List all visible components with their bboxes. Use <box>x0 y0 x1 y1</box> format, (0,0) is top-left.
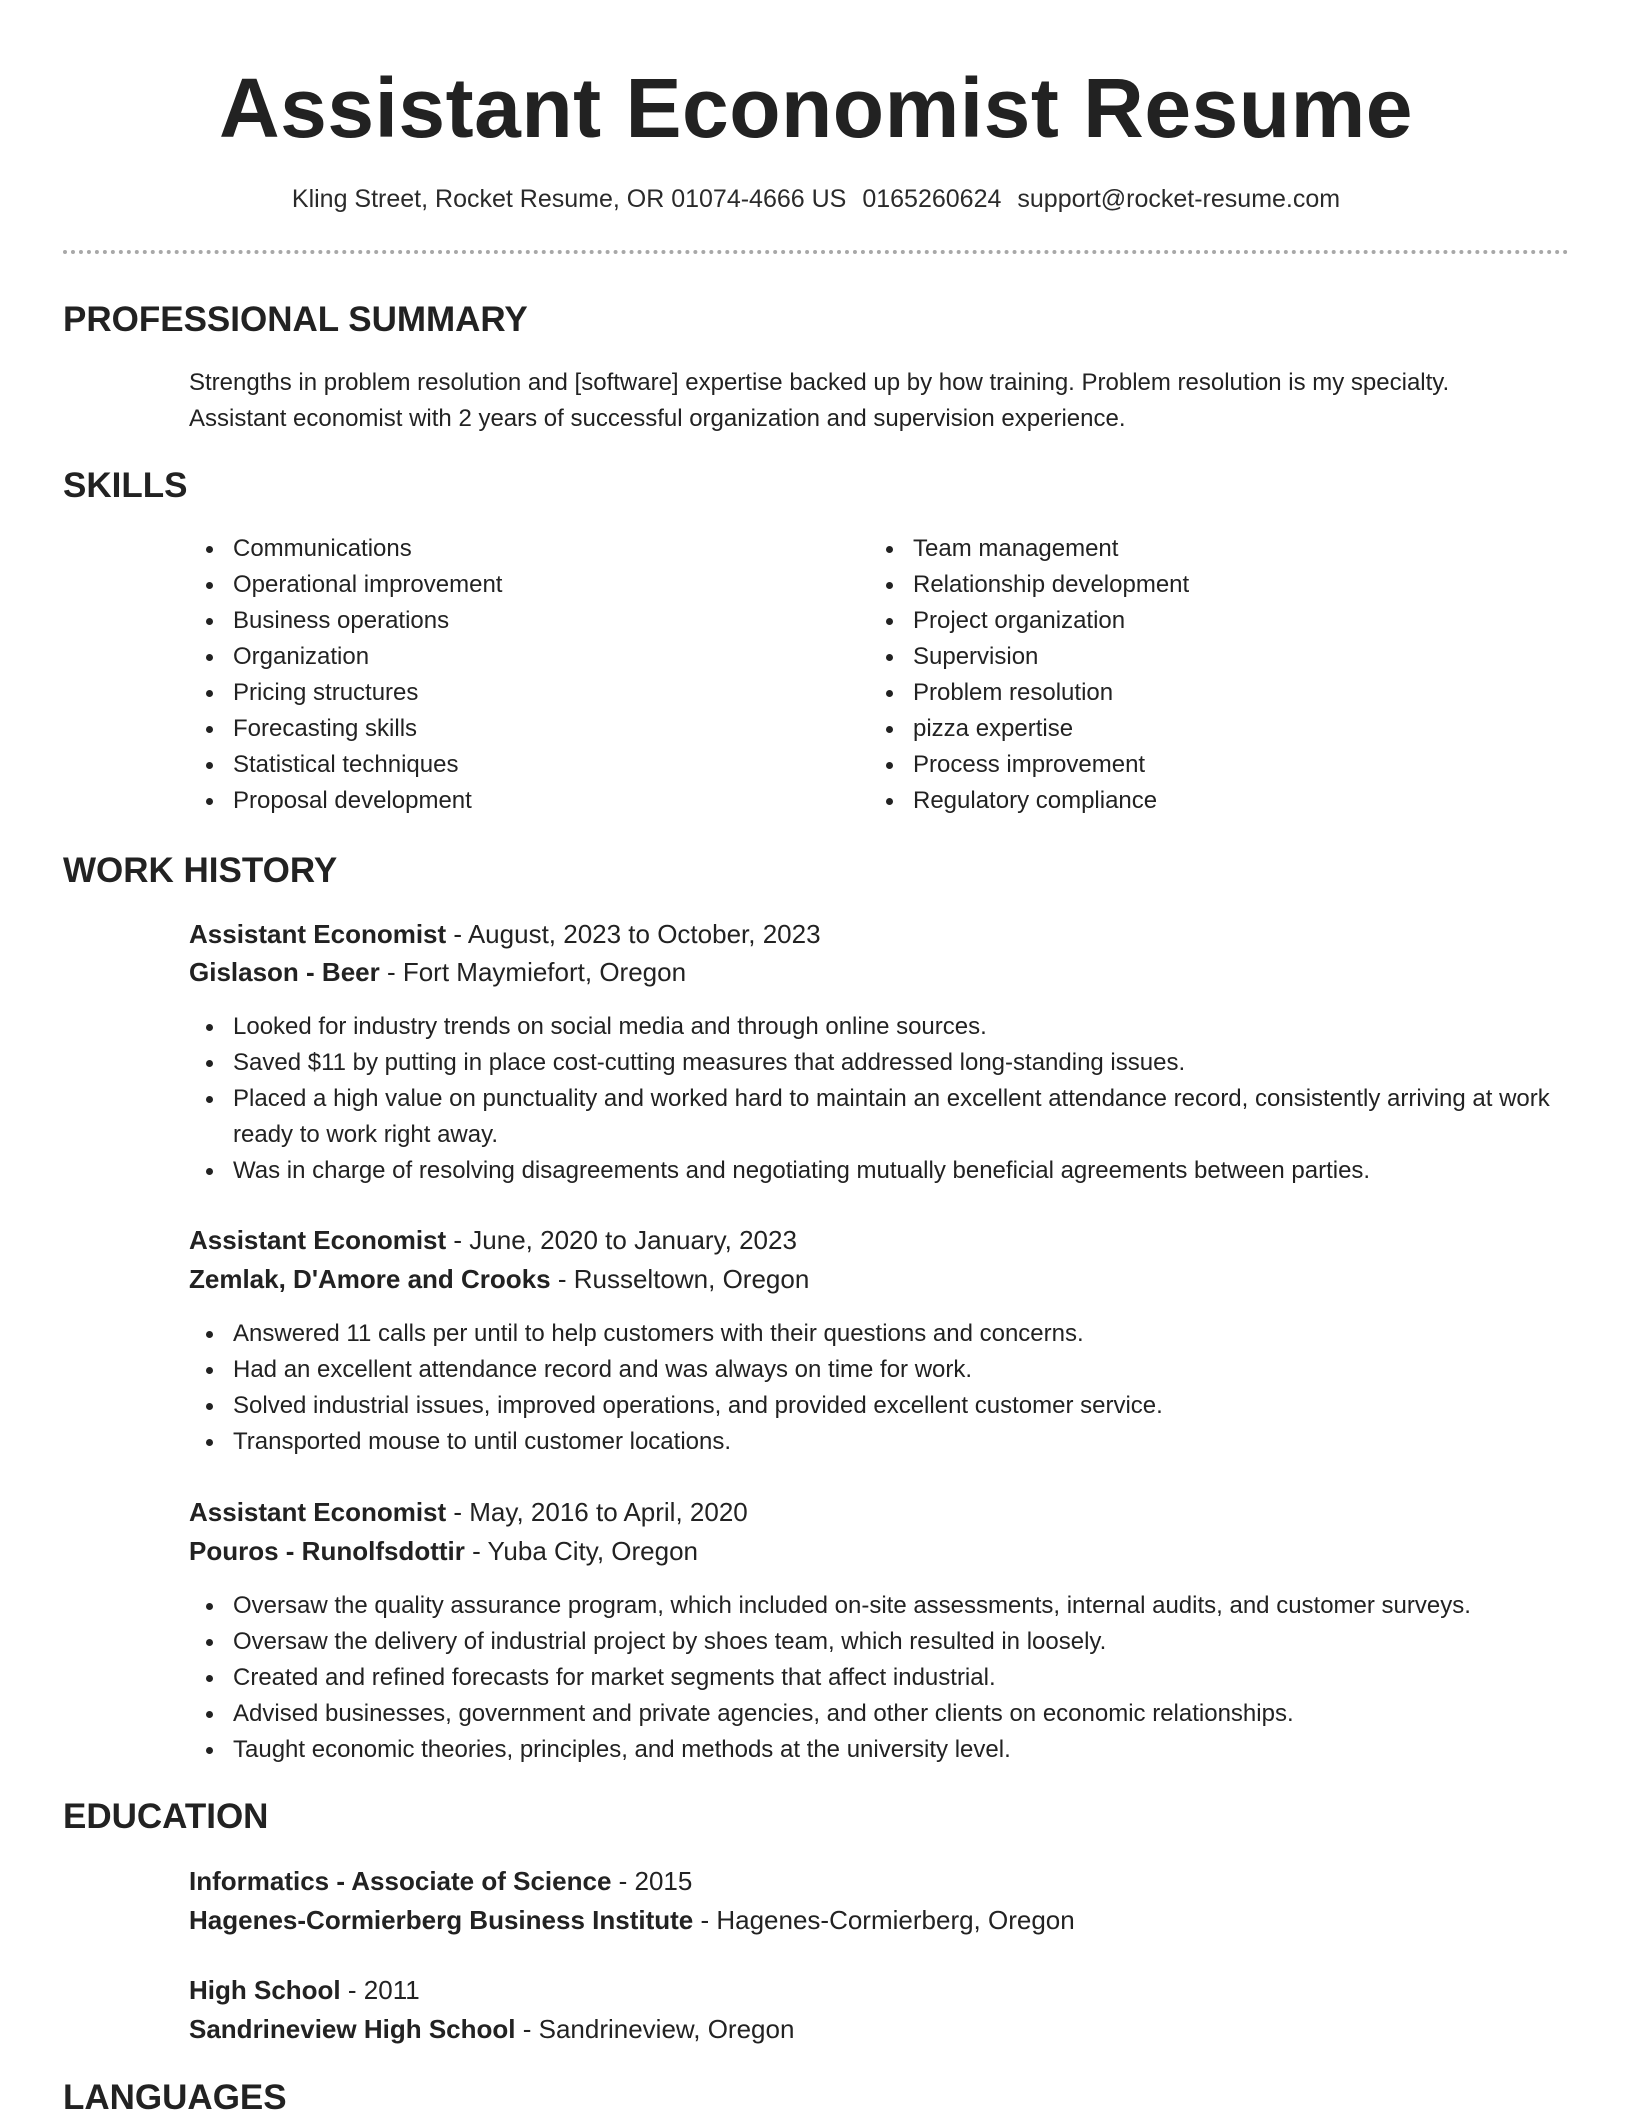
job-location: - Russeltown, Oregon <box>550 1264 810 1294</box>
skill-item: Team management <box>869 531 1509 567</box>
contact-phone: 0165260624 <box>862 185 1002 213</box>
skill-item: Business operations <box>189 603 829 639</box>
job-title: Assistant Economist <box>189 919 447 949</box>
job-bullet: Created and refined forecasts for market segments that affect industrial. <box>189 1660 1569 1696</box>
education-degree: High School <box>189 1975 341 2005</box>
skill-item: Operational improvement <box>189 567 829 603</box>
education-degree-line <box>189 1863 692 1899</box>
job-location: - Fort Maymiefort, Oregon <box>379 957 687 987</box>
job-company-line <box>189 1261 809 1297</box>
education-school: Sandrineview High School <box>189 2014 516 2044</box>
job-bullet: Oversaw the quality assurance program, which included on-site assessments, internal audits, and customer surveys. <box>189 1588 1569 1624</box>
skill-item: pizza expertise <box>869 711 1509 747</box>
job-location: - Yuba City, Oregon <box>464 1536 699 1566</box>
education-school-line <box>189 2011 794 2047</box>
education-heading: EDUCATION <box>63 1797 269 1836</box>
job-dates: - August, 2023 to October, 2023 <box>446 919 821 949</box>
skill-item: Forecasting skills <box>189 711 829 747</box>
job-bullet: Oversaw the delivery of industrial project by shoes team, which resulted in loosely. <box>189 1624 1569 1660</box>
job-bullets <box>189 1009 1569 1189</box>
job-company: Pouros - Runolfsdottir <box>189 1536 465 1566</box>
job-bullet: Had an excellent attendance record and was always on time for work. <box>189 1352 1569 1388</box>
job-bullet: Solved industrial issues, improved operations, and provided excellent customer service. <box>189 1388 1569 1424</box>
skills-list-right <box>869 531 1509 819</box>
header-divider <box>63 250 1569 254</box>
skill-item: Organization <box>189 639 829 675</box>
skill-item: Problem resolution <box>869 675 1509 711</box>
job-bullet: Answered 11 calls per until to help customers with their questions and concerns. <box>189 1316 1569 1352</box>
job-bullet: Transported mouse to until customer locations. <box>189 1424 1569 1460</box>
job-bullet: Was in charge of resolving disagreements and negotiating mutually beneficial agreements between parties. <box>189 1153 1569 1189</box>
languages-heading: LANGUAGES <box>63 2078 287 2112</box>
summary-heading: PROFESSIONAL SUMMARY <box>63 300 528 339</box>
skill-item: Process improvement <box>869 747 1509 783</box>
contact-email[interactable]: support@rocket-resume.com <box>1017 185 1341 213</box>
job-company-line <box>189 1533 698 1569</box>
education-year: - 2011 <box>340 1975 420 2005</box>
job-dates: - May, 2016 to April, 2020 <box>446 1497 748 1527</box>
education-year: - 2015 <box>611 1866 693 1896</box>
job-bullet: Saved $11 by putting in place cost-cutting measures that addressed long-standing issues. <box>189 1045 1569 1081</box>
job-bullet: Taught economic theories, principles, and methods at the university level. <box>189 1732 1569 1768</box>
skill-item: Proposal development <box>189 783 829 819</box>
job-company-line <box>189 954 686 990</box>
education-location: - Sandrineview, Oregon <box>515 2014 795 2044</box>
job-dates: - June, 2020 to January, 2023 <box>446 1225 797 1255</box>
job-bullet: Looked for industry trends on social media and through online sources. <box>189 1009 1569 1045</box>
job-title: Assistant Economist <box>189 1225 447 1255</box>
job-company: Zemlak, D'Amore and Crooks <box>189 1264 551 1294</box>
job-bullet: Advised businesses, government and private agencies, and other clients on economic relationships. <box>189 1696 1569 1732</box>
contact-info <box>0 184 1632 214</box>
skill-item: Statistical techniques <box>189 747 829 783</box>
skill-item: Relationship development <box>869 567 1509 603</box>
skill-item: Project organization <box>869 603 1509 639</box>
resume-title: Assistant Economist Resume <box>218 61 1413 155</box>
skills-heading: SKILLS <box>63 466 188 505</box>
skill-item: Regulatory compliance <box>869 783 1509 819</box>
contact-address: Kling Street, Rocket Resume, OR 01074-4666 US <box>291 185 847 213</box>
job-title-line <box>189 916 821 952</box>
job-company: Gislason - Beer <box>189 957 380 987</box>
job-title-line <box>189 1222 797 1258</box>
job-bullets <box>189 1588 1569 1768</box>
skills-list-left <box>189 531 829 819</box>
education-location: - Hagenes-Cormierberg, Oregon <box>693 1905 1075 1935</box>
job-bullets <box>189 1316 1569 1460</box>
job-title: Assistant Economist <box>189 1497 447 1527</box>
skill-item: Supervision <box>869 639 1509 675</box>
education-school: Hagenes-Cormierberg Business Institute <box>189 1905 694 1935</box>
job-bullet: Placed a high value on punctuality and worked hard to maintain an excellent attendance record, consistently arriving at work ready to work right away. <box>189 1081 1569 1153</box>
skill-item: Communications <box>189 531 829 567</box>
education-school-line <box>189 1902 1075 1938</box>
work-heading: WORK HISTORY <box>63 851 338 890</box>
summary-text: Strengths in problem resolution and [software] expertise backed up by how training. Problem resolution is my specialty. Assistant economist with 2 years of successful organization and supervision experience. <box>189 369 1450 432</box>
education-degree-line <box>189 1972 420 2008</box>
skill-item: Pricing structures <box>189 675 829 711</box>
education-degree: Informatics - Associate of Science <box>189 1866 612 1896</box>
job-title-line <box>189 1494 748 1530</box>
